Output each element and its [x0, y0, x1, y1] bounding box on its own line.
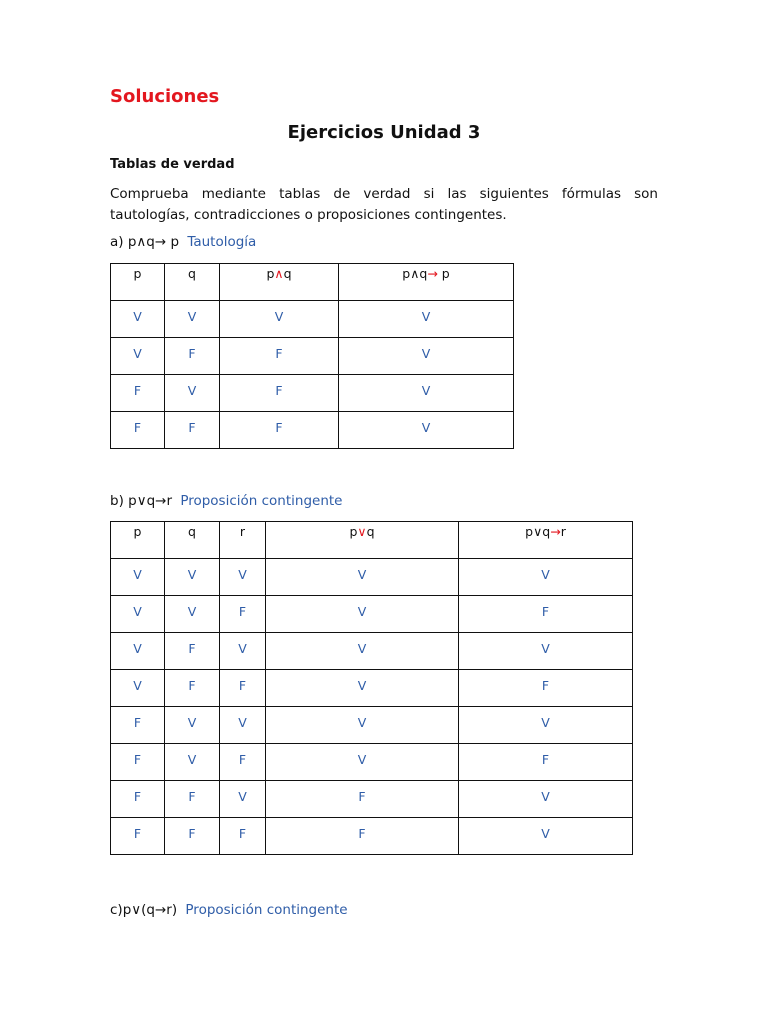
table-cell: V: [266, 744, 459, 781]
table-row: [111, 338, 514, 375]
instructions-paragraph: Comprueba mediante tablas de verdad si las siguientes fórmulas son tautologías, contradicciones o proposiciones contingentes.: [110, 186, 658, 223]
table-cell: F: [220, 596, 266, 633]
table-row: [111, 744, 633, 781]
table-cell: F: [165, 781, 220, 818]
table-row: [111, 707, 633, 744]
table-cell: F: [111, 781, 165, 818]
table-row: [111, 670, 633, 707]
table-cell: F: [111, 412, 165, 449]
table-row: [111, 301, 514, 338]
table-cell: F: [220, 375, 339, 412]
page-title: Ejercicios Unidad 3: [287, 122, 481, 143]
table-cell: F: [165, 338, 220, 375]
table-row: [111, 781, 633, 818]
table-row: [111, 412, 514, 449]
table-cell: F: [266, 818, 459, 855]
table-cell: F: [459, 744, 633, 781]
table-cell: V: [111, 670, 165, 707]
header-cell: p∧q: [220, 264, 339, 301]
table-cell: F: [220, 818, 266, 855]
table-cell: F: [165, 818, 220, 855]
table-cell: V: [165, 301, 220, 338]
table-cell: V: [220, 707, 266, 744]
header-cell: p∧q→ p: [339, 264, 514, 301]
table-cell: F: [459, 596, 633, 633]
table-cell: V: [111, 596, 165, 633]
table-cell: V: [339, 301, 514, 338]
table-cell: F: [220, 412, 339, 449]
table-cell: V: [165, 375, 220, 412]
table-row: [111, 559, 633, 596]
exercise-b-result: Proposición contingente: [180, 493, 343, 509]
table-cell: V: [339, 375, 514, 412]
table-header-row: [111, 522, 633, 559]
table-cell: V: [111, 338, 165, 375]
table-cell: F: [165, 633, 220, 670]
exercise-c-heading: [110, 902, 348, 918]
table-cell: V: [165, 744, 220, 781]
table-cell: F: [165, 412, 220, 449]
table-cell: V: [459, 559, 633, 596]
table-cell: V: [111, 633, 165, 670]
table-row: [111, 633, 633, 670]
table-cell: F: [220, 744, 266, 781]
table-cell: F: [111, 818, 165, 855]
header-cell: q: [165, 522, 220, 559]
table-row: [111, 375, 514, 412]
exercise-c-result: Proposición contingente: [185, 902, 348, 918]
table-cell: F: [111, 375, 165, 412]
table-cell: V: [220, 633, 266, 670]
table-cell: V: [459, 633, 633, 670]
table-cell: V: [165, 596, 220, 633]
table-cell: V: [266, 596, 459, 633]
table-cell: F: [266, 781, 459, 818]
table-cell: F: [220, 338, 339, 375]
header-cell: p: [111, 522, 165, 559]
table-cell: V: [165, 707, 220, 744]
table-cell: F: [459, 670, 633, 707]
table-cell: V: [220, 559, 266, 596]
table-cell: F: [220, 670, 266, 707]
truth-table-a: [110, 263, 514, 449]
table-cell: V: [339, 338, 514, 375]
table-cell: V: [220, 781, 266, 818]
table-row: [111, 818, 633, 855]
table-cell: V: [266, 559, 459, 596]
section-subtitle: Tablas de verdad: [110, 157, 235, 172]
table-cell: F: [165, 670, 220, 707]
exercise-b-formula: b) p∨q→r: [110, 493, 173, 509]
exercise-b-heading: [110, 493, 343, 509]
exercise-a-heading: [110, 234, 256, 250]
header-cell: r: [220, 522, 266, 559]
table-cell: F: [111, 707, 165, 744]
table-cell: V: [459, 781, 633, 818]
exercise-c-formula: c)p∨(q→r): [110, 902, 178, 918]
header-cell: q: [165, 264, 220, 301]
exercise-a-result: Tautología: [187, 234, 257, 250]
table-cell: V: [339, 412, 514, 449]
header-cell: p: [111, 264, 165, 301]
table-cell: V: [266, 633, 459, 670]
table-header-row: [111, 264, 514, 301]
table-cell: V: [111, 559, 165, 596]
table-cell: V: [266, 670, 459, 707]
solutions-heading: Soluciones: [110, 86, 220, 107]
table-row: [111, 596, 633, 633]
table-cell: V: [459, 818, 633, 855]
table-cell: V: [220, 301, 339, 338]
table-cell: V: [111, 301, 165, 338]
exercise-a-formula: a) p∧q→ p: [110, 234, 180, 250]
table-cell: F: [111, 744, 165, 781]
table-cell: V: [165, 559, 220, 596]
table-cell: V: [459, 707, 633, 744]
table-cell: V: [266, 707, 459, 744]
header-cell: p∨q: [266, 522, 459, 559]
truth-table-b: [110, 521, 633, 855]
header-cell: p∨q→r: [459, 522, 633, 559]
